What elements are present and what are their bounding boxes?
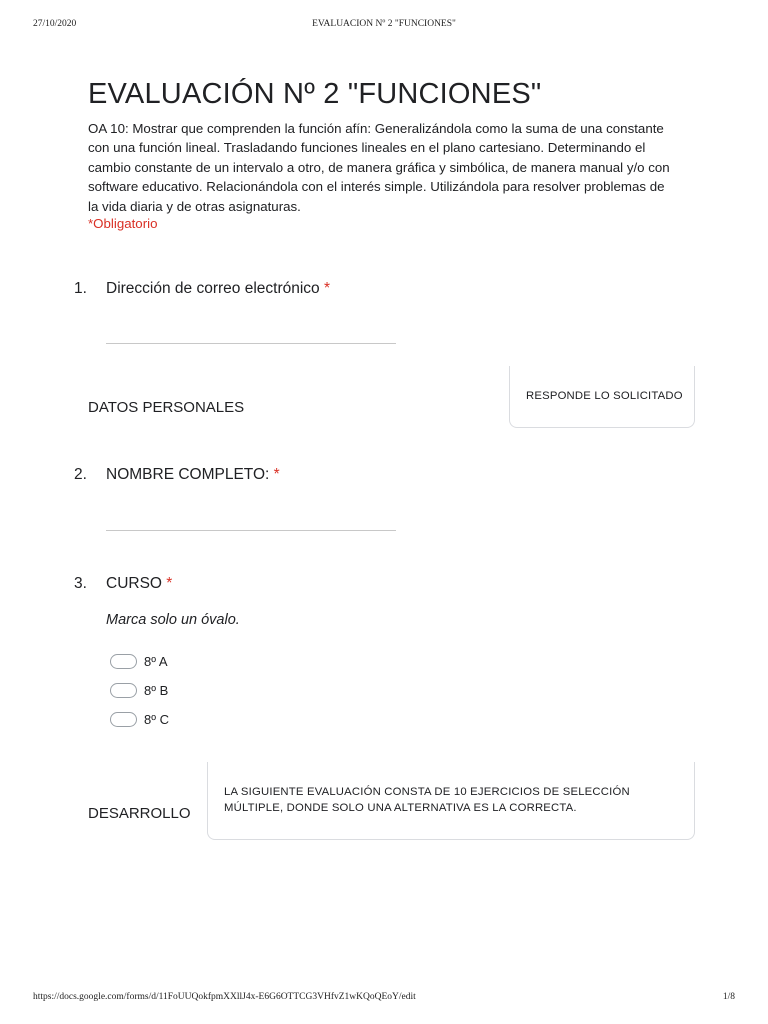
section-description-box — [207, 762, 695, 840]
option-label: 8º C — [144, 711, 169, 727]
section-description-box — [509, 366, 695, 428]
print-footer — [0, 992, 768, 1006]
question-number: 1. — [74, 280, 87, 297]
section-description: RESPONDE LO SOLICITADO — [526, 390, 683, 402]
print-title: EVALUACION Nº 2 "FUNCIONES" — [312, 19, 456, 29]
radio-oval[interactable] — [110, 683, 137, 698]
required-asterisk: * — [323, 280, 331, 297]
form-description: OA 10: Mostrar que comprenden la función afín: Generalizándola como la suma de una constante con una función lineal. Trasladando funciones lineales en el plano cartesiano. Determinando el cambio constante de un intervalo a otro, de manera gráfica y simbólica, de manera manual y/o con software educativo. Relacionándola con el interés simple. Utilizándola para resolver problemas de la vida diaria y de otras asignaturas. — [88, 121, 670, 214]
question-title — [106, 575, 172, 593]
question-title — [106, 280, 330, 298]
radio-oval[interactable] — [110, 712, 137, 727]
required-note: *Obligatorio — [88, 216, 158, 231]
question-number: 3. — [74, 575, 87, 592]
question-title-text: CURSO — [106, 575, 162, 592]
required-asterisk: * — [273, 466, 280, 483]
email-field[interactable] — [106, 343, 396, 344]
form-title: EVALUACIÓN Nº 2 "FUNCIONES" — [88, 78, 542, 110]
question-title-text: Dirección de correo electrónico — [106, 280, 320, 297]
option-8c[interactable] — [110, 710, 169, 728]
section-title: DESARROLLO — [88, 805, 191, 822]
option-label: 8º A — [144, 653, 168, 669]
option-label: 8º B — [144, 682, 169, 698]
section-description: LA SIGUIENTE EVALUACIÓN CONSTA DE 10 EJERCICIOS DE SELECCIÓN MÚLTIPLE, DONDE SOLO UNA ALTERNATIVA ES LA CORRECTA. — [224, 786, 630, 814]
print-header — [0, 19, 768, 33]
question-instruction: Marca solo un óvalo. — [106, 612, 240, 628]
required-asterisk: * — [166, 575, 173, 592]
page-number: 1/8 — [722, 992, 735, 1002]
question-number: 2. — [74, 466, 87, 483]
option-8b[interactable] — [110, 681, 168, 699]
print-date: 27/10/2020 — [33, 19, 77, 29]
question-title-text: NOMBRE COMPLETO: — [106, 466, 270, 483]
full-name-field[interactable] — [106, 530, 396, 531]
option-8a[interactable] — [110, 652, 168, 670]
radio-oval[interactable] — [110, 654, 137, 669]
page-url: https://docs.google.com/forms/d/11FoUUQokfpmXXllJ4x-E6G6OTTCG3VHfvZ1wKQoQEoY/edit — [33, 992, 416, 1002]
section-title: DATOS PERSONALES — [88, 399, 245, 416]
question-title — [106, 466, 280, 484]
